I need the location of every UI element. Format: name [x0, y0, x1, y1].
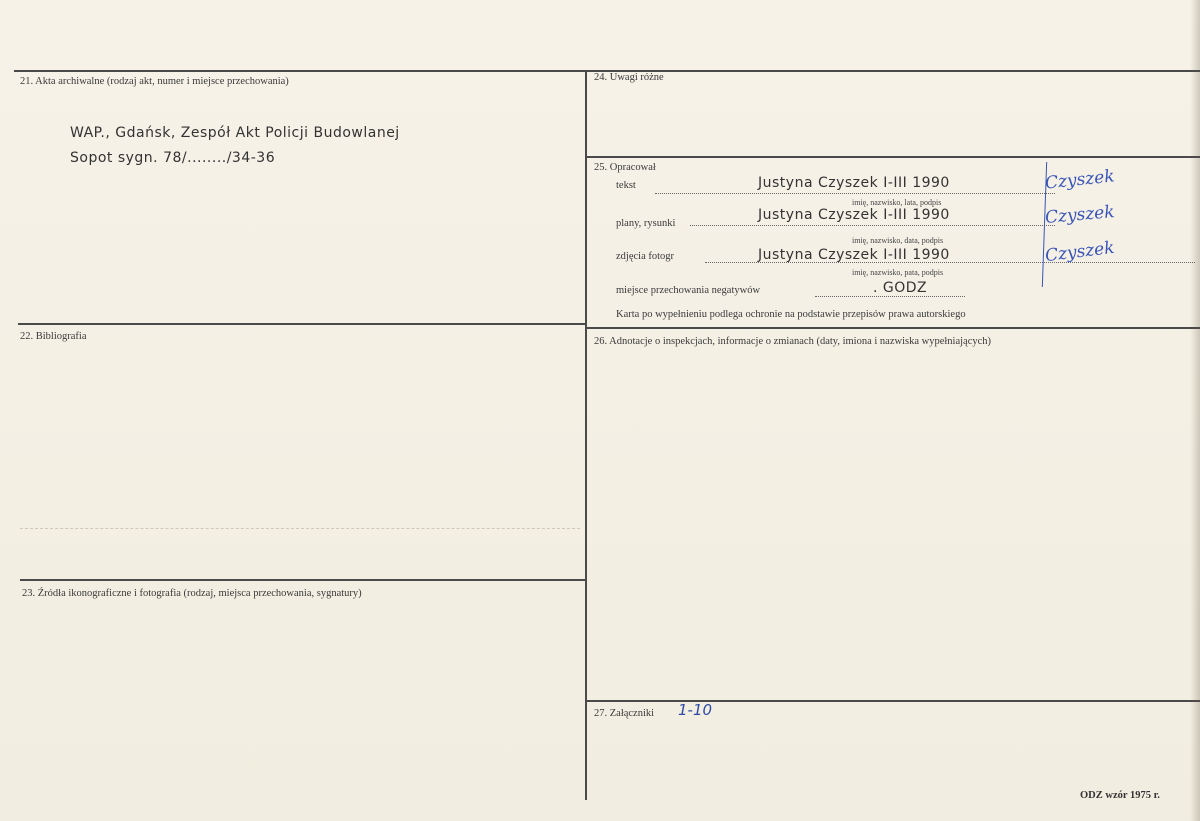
- archive-line-1: WAP., Gdańsk, Zespół Akt Policji Budowlanej: [70, 125, 400, 141]
- field-plany-line: [690, 225, 1055, 226]
- section-27-label: 27. Załączniki: [594, 708, 655, 719]
- section-23-label: 23. Źródła ikonograficzne i fotografia (rodzaj, miejsca przechowania, sygnatury): [22, 588, 362, 599]
- negatives-line: [815, 296, 965, 297]
- attachments-value: 1-10: [678, 701, 713, 719]
- negatives-label: miejsce przechowania negatywów: [616, 285, 761, 296]
- divider-24-25: [587, 156, 1200, 158]
- field-zdjecia-note: imię, nazwisko, pata, podpis: [852, 268, 944, 277]
- faint-line-22: [20, 528, 580, 529]
- form-footer: ODZ wzór 1975 r.: [1080, 790, 1160, 801]
- field-tekst-value: Justyna Czyszek I-III 1990: [758, 175, 950, 191]
- archive-line-2: Sopot sygn. 78/......../34-36: [70, 150, 276, 166]
- section-21-label: 21. Akta archiwalne (rodzaj akt, numer i miejsce przechowania): [20, 76, 289, 87]
- section-24-label: 24. Uwagi różne: [594, 72, 664, 83]
- field-plany-value: Justyna Czyszek I-III 1990: [758, 207, 950, 223]
- negatives-value: . GODZ: [873, 280, 928, 296]
- divider-21-22: [18, 323, 585, 325]
- section-25-label: 25. Opracował: [594, 162, 656, 173]
- signature-2: Czyszek: [1044, 202, 1116, 228]
- center-divider: [585, 70, 587, 800]
- field-plany-label: plany, rysunki: [616, 218, 676, 229]
- section-22-label: 22. Bibliografia: [20, 331, 87, 342]
- signature-3: Czyszek: [1044, 237, 1116, 267]
- copyright-note: Karta po wypełnieniu podlega ochronie na podstawie przepisów prawa autorskiego: [616, 309, 966, 320]
- field-tekst-line: [655, 193, 1055, 194]
- field-tekst-note: imię, nazwisko, lata, podpis: [852, 198, 942, 207]
- paper-edge-shadow: [1190, 0, 1200, 821]
- signature-1: Czyszek: [1044, 166, 1116, 194]
- field-tekst-label: tekst: [616, 180, 636, 191]
- divider-25-26: [587, 327, 1200, 329]
- field-zdjecia-label: zdjęcia fotogr: [616, 251, 675, 262]
- section-26-label: 26. Adnotacje o inspekcjach, informacje o zmianach (daty, imiona i nazwiska wypełniających): [594, 336, 992, 347]
- field-zdjecia-value: Justyna Czyszek I-III 1990: [758, 247, 950, 263]
- divider-22-23: [20, 579, 585, 581]
- field-plany-note: imię, nazwisko, data, podpis: [852, 236, 944, 245]
